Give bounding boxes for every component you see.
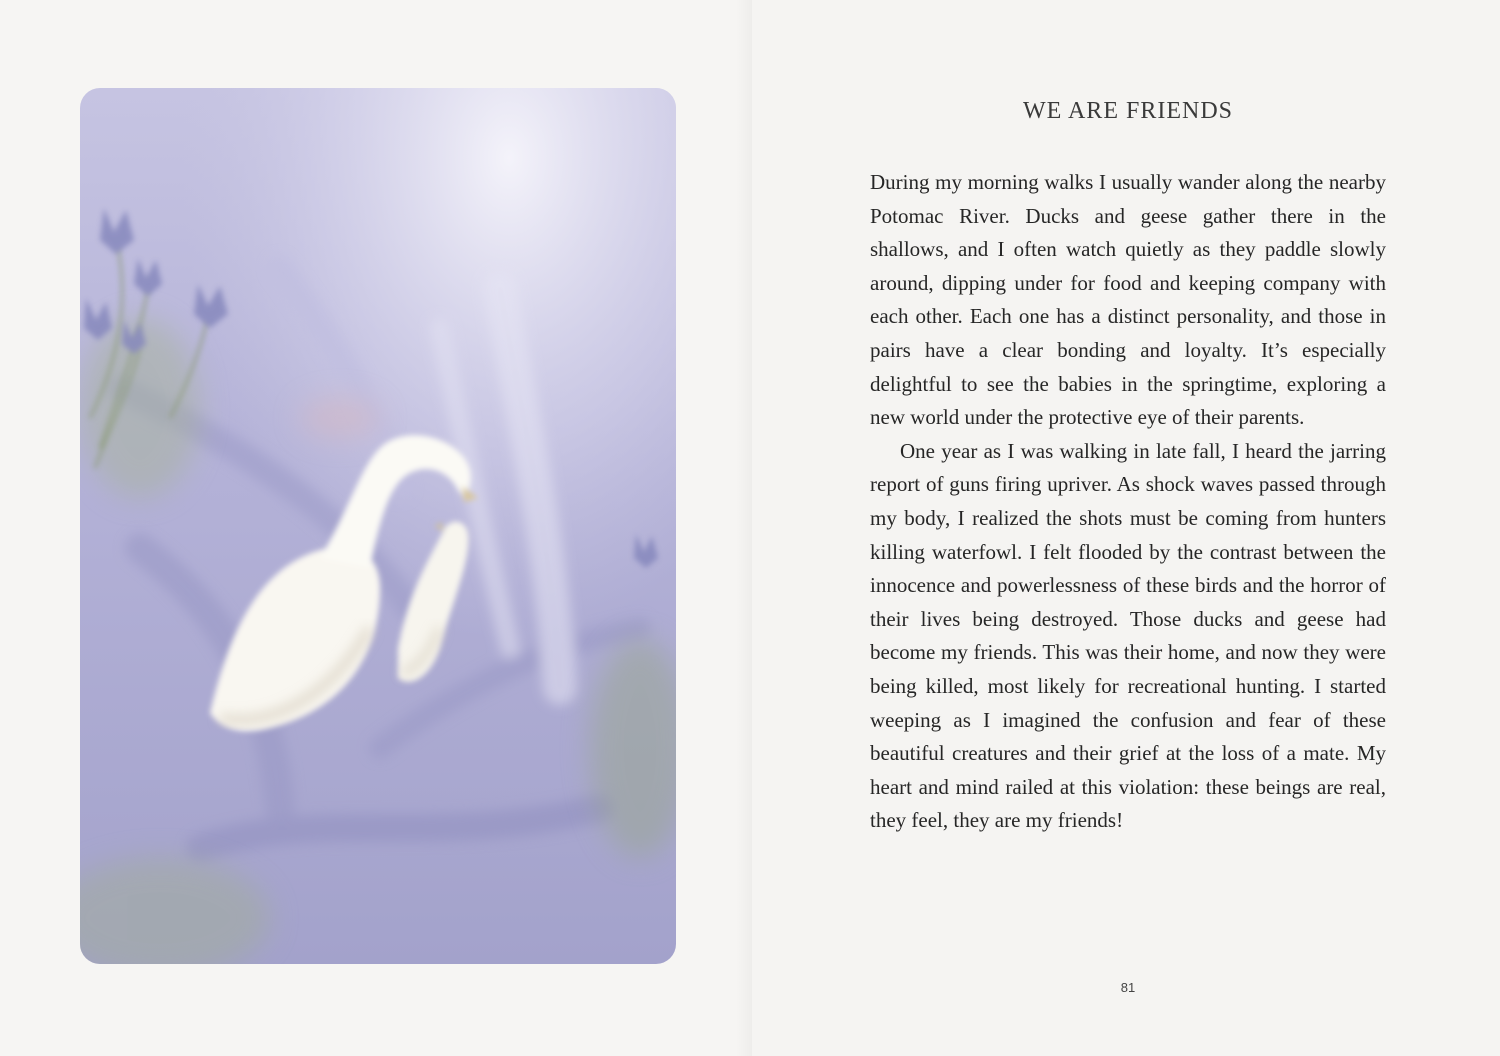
page-number: 81: [1120, 980, 1136, 995]
paragraph: One year as I was walking in late fall, I heard the jarring report of guns firing upriver. As shock waves passed through my body, I realized the shots must be coming from hunters killing waterfowl. I felt flooded by the contrast between the innocence and powerlessness of these birds and the horror of their lives being destroyed. Those ducks and geese had become my friends. This was their home, and now they were being killed, most likely for recreational hunting. I started weeping as I imagined the confusion and fear of these beautiful creatures and their grief at the loss of a mate. My heart and mind railed at this violation: these beings are real, they feel, they are my friends!: [870, 438, 1386, 833]
watercolor-swans-illustration: [80, 88, 676, 964]
body-text: [870, 166, 1386, 838]
swan-illustration: [80, 88, 676, 964]
paragraph: During my morning walks I usually wander along the nearby Potomac River. Ducks and geese gather there in the shallows, and I often watch quietly as they paddle slowly around, dipping under for food and keeping company with each other. Each one has a distinct personality, and those in pairs have a clear bonding and loyalty. It’s especially delightful to see the babies in the springtime, exploring a new world under the protective eye of their parents.: [870, 170, 1386, 430]
chapter-title: WE ARE FRIENDS: [1022, 98, 1233, 124]
